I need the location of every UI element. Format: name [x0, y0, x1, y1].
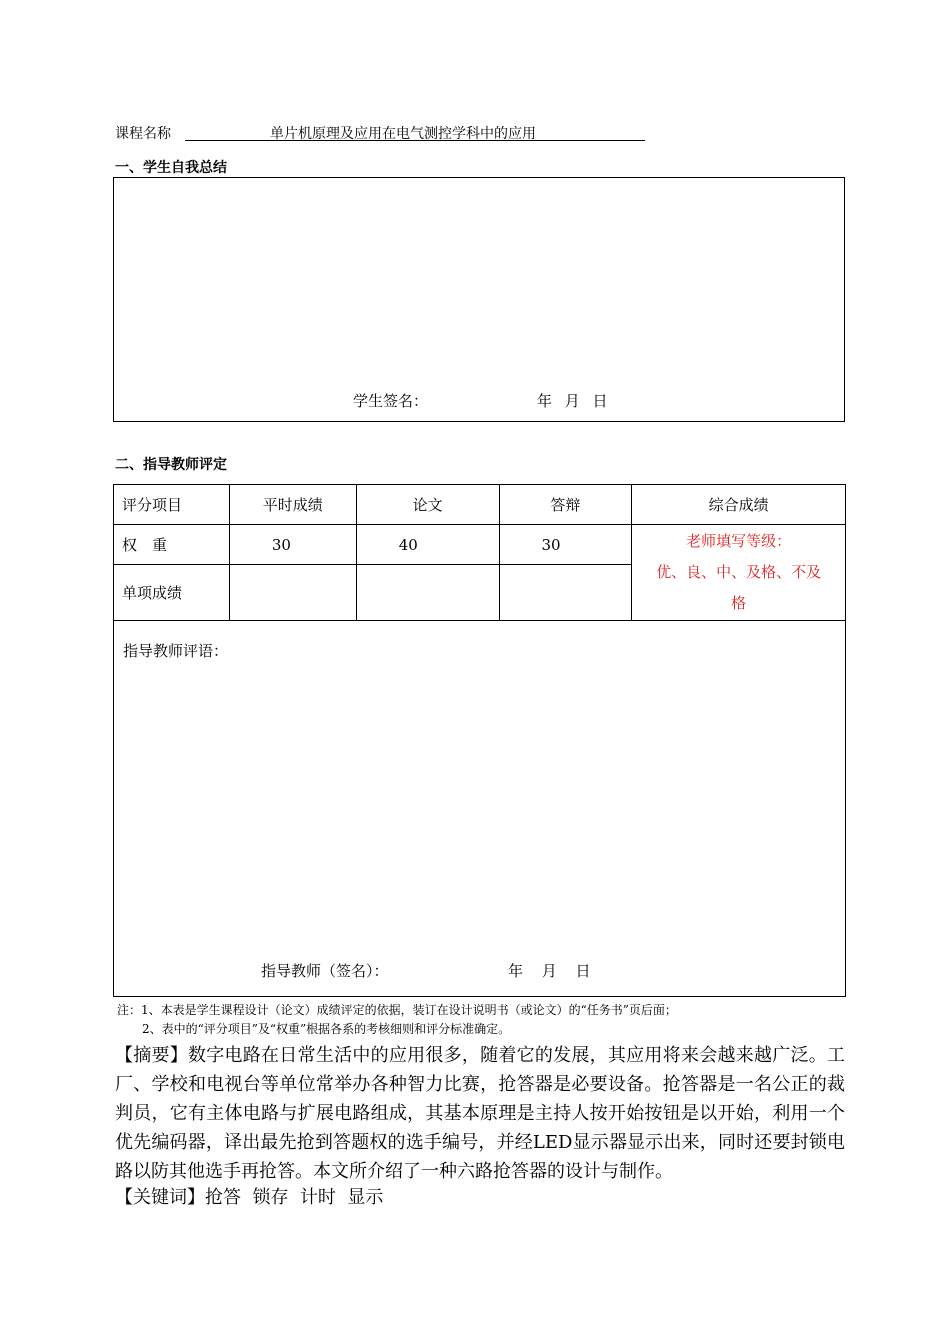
grade-note-line1: 老师填写等级： — [686, 532, 792, 550]
weight-regular: 30 — [229, 525, 356, 565]
footnote-1: 注：1、本表是学生课程设计（论文）成绩评定的依据，装订在设计说明书（或论文）的“任务书”页后面； — [117, 1003, 677, 1017]
student-signature-label: 学生签名： — [353, 392, 429, 410]
course-name-label: 课程名称 — [115, 126, 171, 142]
score-regular-cell[interactable] — [229, 565, 356, 621]
teacher-signature-label: 指导教师（签名）： — [261, 962, 389, 980]
teacher-comment-box[interactable] — [113, 620, 846, 997]
abstract-paragraph: 【摘要】数字电路在日常生活中的应用很多，随着它的发展，其应用将来会越来越广泛。工厂、学校和电视台等单位常举办各种智力比赛，抢答器是必要设备。抢答器是一名公正的裁判员，它有主体电路与扩展电路组成，其基本原理是主持人按开始按钮是以开始，利用一个优先编码器，译出最先抢到答题权的选手编号，并经LED显示器显示出来，同时还要封锁电路以防其他选手再抢答。本文所介绍了一种六路抢答器的设计与制作。 — [115, 1045, 845, 1182]
student-date-label: 年 月 日 — [537, 392, 608, 410]
weight-defense: 30 — [499, 525, 632, 565]
header-thesis: 论文 — [356, 485, 499, 525]
grade-table-header-row — [114, 485, 846, 525]
self-summary-box[interactable] — [113, 177, 845, 422]
score-label: 单项成绩 — [114, 565, 230, 621]
footnote-2: 2、表中的“评分项目”及“权重”根据各系的考核细则和评分标准确定。 — [142, 1022, 511, 1036]
grade-table — [113, 484, 846, 621]
grade-note-line3: 格 — [731, 594, 747, 612]
teacher-date-label: 年 月 日 — [508, 962, 591, 980]
course-name-value: 单片机原理及应用在电气测控学科中的应用 — [270, 126, 536, 142]
weight-row — [114, 525, 846, 565]
teacher-comment-label: 指导教师评语： — [123, 642, 229, 660]
header-regular-score: 平时成绩 — [229, 485, 356, 525]
weight-thesis: 40 — [356, 525, 499, 565]
header-overall-score: 综合成绩 — [632, 485, 846, 525]
score-thesis-cell[interactable] — [356, 565, 499, 621]
course-name-line — [115, 123, 645, 145]
score-defense-cell[interactable] — [499, 565, 632, 621]
grade-note-line2: 优、良、中、及格、不及 — [656, 563, 822, 581]
section-self-summary-title: 一、学生自我总结 — [115, 160, 227, 176]
header-item: 评分项目 — [114, 485, 230, 525]
overall-grade-note-cell[interactable] — [632, 525, 846, 621]
header-defense: 答辩 — [499, 485, 632, 525]
section-teacher-evaluation-title: 二、指导教师评定 — [115, 457, 227, 473]
weight-label: 权 重 — [114, 525, 230, 565]
keywords-line: 【关键词】抢答 锁存 计时 显示 — [115, 1187, 384, 1208]
